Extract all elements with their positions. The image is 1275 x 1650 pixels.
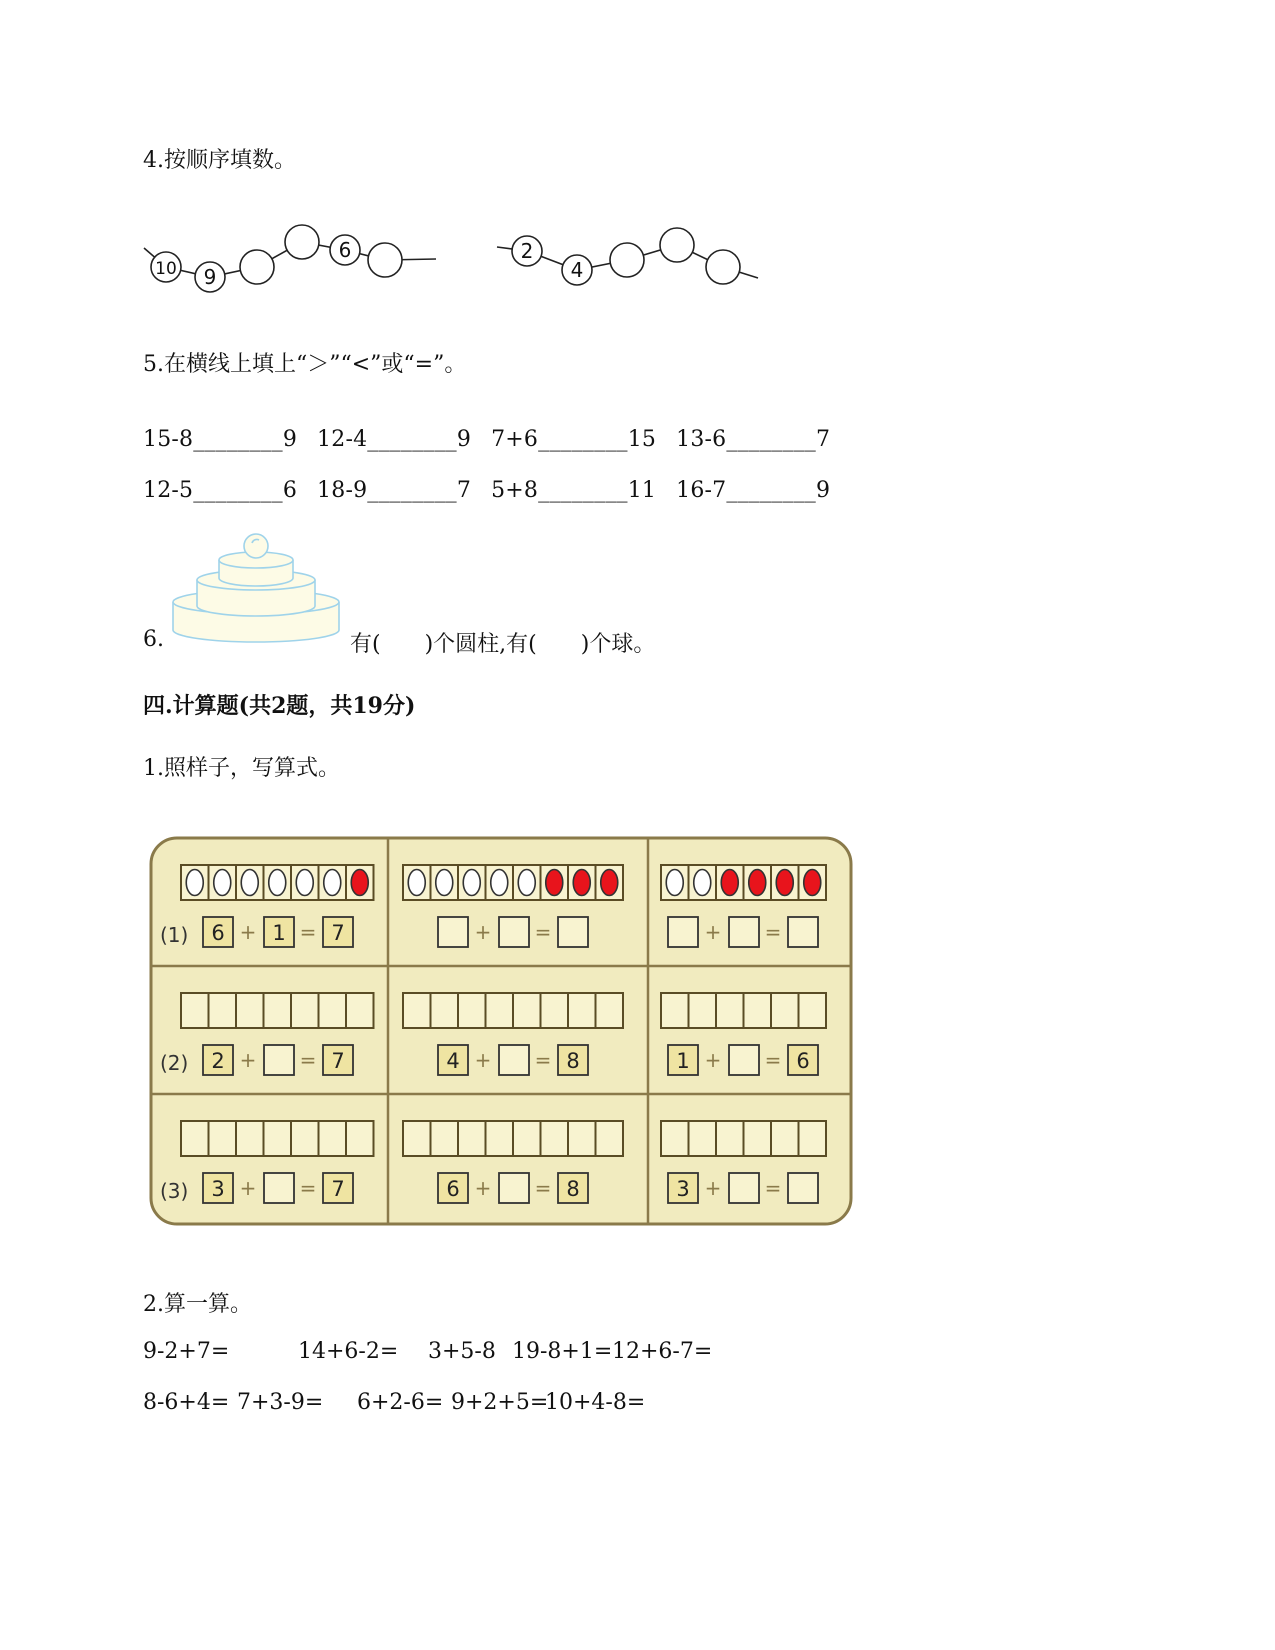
chain-number-circle <box>195 262 225 292</box>
answer-box-blank[interactable] <box>788 917 818 947</box>
white-counter <box>491 870 508 896</box>
number-chain-figure <box>140 215 780 305</box>
answer-box-filled <box>668 1045 698 1075</box>
compare-blank[interactable]: ________ <box>193 478 283 503</box>
compare-value: 11 <box>627 478 657 503</box>
plus-sign: + <box>704 920 722 944</box>
calc2-expr: 9+2+5= <box>451 1390 549 1415</box>
section-heading: 四.计算题(共2题，共19分) <box>143 693 416 719</box>
answer-digit: 3 <box>676 1177 690 1201</box>
red-counter <box>601 870 618 896</box>
compare-value: 7 <box>815 427 831 452</box>
answer-box-blank[interactable] <box>264 1045 294 1075</box>
equals-sign: = <box>764 1176 782 1200</box>
counter-strip <box>181 1121 374 1156</box>
answer-box-blank[interactable] <box>438 917 468 947</box>
calc2-expr: 14+6-2= <box>298 1339 399 1364</box>
answer-digit: 2 <box>211 1049 225 1073</box>
answer-digit: 6 <box>796 1049 810 1073</box>
calc2-expr: 9-2+7= <box>143 1339 230 1364</box>
compare-row-1 <box>143 427 830 452</box>
equals-sign: = <box>534 1048 552 1072</box>
addition-pattern-panel <box>148 835 854 1227</box>
answer-box-filled <box>323 1045 353 1075</box>
plus-sign: + <box>239 1176 257 1200</box>
answer-digit: 3 <box>211 1177 225 1201</box>
compare-blank[interactable]: ________ <box>538 478 628 503</box>
equals-sign: = <box>299 920 317 944</box>
calc1-title: 1.照样子，写算式。 <box>143 756 340 781</box>
chain-blank-circle[interactable] <box>240 250 274 284</box>
q5-title: 5.在横线上填上“＞”“<”或“=”。 <box>143 352 467 377</box>
chain-number: 4 <box>570 258 584 282</box>
equals-sign: = <box>534 1176 552 1200</box>
q6-text: 有( )个圆柱,有( )个球。 <box>350 632 656 657</box>
red-counter <box>721 870 738 896</box>
calc2-expr: 6+2-6= <box>357 1390 444 1415</box>
compare-expr: 13-6 <box>676 427 727 452</box>
answer-box-blank[interactable] <box>788 1173 818 1203</box>
equals-sign: = <box>534 920 552 944</box>
chain-blank-circle[interactable] <box>660 228 694 262</box>
white-counter <box>186 870 203 896</box>
calc2-title: 2.算一算。 <box>143 1292 252 1317</box>
answer-box-blank[interactable] <box>729 1045 759 1075</box>
chain-number-circle <box>562 255 592 285</box>
plus-sign: + <box>704 1048 722 1072</box>
chain-number-circle <box>330 235 360 265</box>
compare-value: 9 <box>456 427 472 452</box>
answer-box-blank[interactable] <box>499 1173 529 1203</box>
compare-value: 15 <box>627 427 657 452</box>
answer-box-filled <box>558 1045 588 1075</box>
red-counter <box>351 870 368 896</box>
white-counter <box>241 870 258 896</box>
plus-sign: + <box>474 1048 492 1072</box>
calc2-expr: 8-6+4= <box>143 1390 230 1415</box>
answer-box-blank[interactable] <box>499 1045 529 1075</box>
calc2-expr: 10+4-8= <box>545 1390 646 1415</box>
ball <box>244 534 268 558</box>
plus-sign: + <box>239 920 257 944</box>
answer-box-blank[interactable] <box>729 917 759 947</box>
plus-sign: + <box>474 920 492 944</box>
q4-title: 4.按顺序填数。 <box>143 148 296 173</box>
compare-value: 7 <box>456 478 472 503</box>
compare-value: 6 <box>282 478 298 503</box>
red-counter <box>546 870 563 896</box>
chain-number: 6 <box>338 238 352 262</box>
compare-expr: 15-8 <box>143 427 194 452</box>
compare-blank[interactable]: ________ <box>193 427 283 452</box>
compare-expr: 12-4 <box>317 427 368 452</box>
answer-digit: 6 <box>211 921 225 945</box>
answer-digit: 7 <box>331 1177 345 1201</box>
answer-box-blank[interactable] <box>668 917 698 947</box>
white-counter <box>324 870 341 896</box>
red-counter <box>749 870 766 896</box>
chain-blank-circle[interactable] <box>610 243 644 277</box>
red-counter <box>573 870 590 896</box>
answer-box-blank[interactable] <box>558 917 588 947</box>
plus-sign: + <box>474 1176 492 1200</box>
answer-digit: 7 <box>331 921 345 945</box>
answer-box-filled <box>264 917 294 947</box>
red-counter <box>804 870 821 896</box>
compare-blank[interactable]: ________ <box>726 478 816 503</box>
answer-box-filled <box>323 1173 353 1203</box>
calc2-expr: 12+6-7= <box>612 1339 713 1364</box>
answer-box-filled <box>558 1173 588 1203</box>
equals-sign: = <box>299 1048 317 1072</box>
stacked-cylinders-figure <box>168 530 348 648</box>
compare-blank[interactable]: ________ <box>538 427 628 452</box>
compare-expr: 18-9 <box>317 478 368 503</box>
row-label: (3) <box>160 1179 189 1203</box>
compare-blank[interactable]: ________ <box>367 427 457 452</box>
answer-box-blank[interactable] <box>264 1173 294 1203</box>
answer-digit: 8 <box>566 1177 580 1201</box>
plus-sign: + <box>704 1176 722 1200</box>
answer-box-filled <box>438 1045 468 1075</box>
equals-sign: = <box>764 920 782 944</box>
chain-blank-circle[interactable] <box>285 225 319 259</box>
chain-number-circle <box>512 236 542 266</box>
answer-box-filled <box>788 1045 818 1075</box>
white-counter <box>518 870 535 896</box>
white-counter <box>269 870 286 896</box>
compare-expr: 5+8 <box>491 478 539 503</box>
chain-number: 9 <box>203 265 217 289</box>
calc2-expr: 3+5-8 <box>428 1339 496 1364</box>
compare-blank[interactable]: ________ <box>726 427 816 452</box>
compare-expr: 12-5 <box>143 478 194 503</box>
answer-digit: 8 <box>566 1049 580 1073</box>
white-counter <box>436 870 453 896</box>
answer-box-filled <box>203 1045 233 1075</box>
white-counter <box>694 870 711 896</box>
answer-box-filled <box>323 917 353 947</box>
answer-digit: 1 <box>272 921 286 945</box>
answer-box-filled <box>203 917 233 947</box>
answer-box-blank[interactable] <box>729 1173 759 1203</box>
chain-number: 10 <box>155 259 177 279</box>
chain-blank-circle[interactable] <box>706 250 740 284</box>
answer-box-filled <box>668 1173 698 1203</box>
white-counter <box>408 870 425 896</box>
compare-expr: 7+6 <box>491 427 539 452</box>
q6-number: 6. <box>143 627 164 652</box>
calc2-expr: 19-8+1= <box>512 1339 613 1364</box>
chain-blank-circle[interactable] <box>368 243 402 277</box>
white-counter <box>666 870 683 896</box>
answer-box-filled <box>203 1173 233 1203</box>
chain-number: 2 <box>520 239 534 263</box>
row-label: (2) <box>160 1051 189 1075</box>
compare-value: 9 <box>282 427 298 452</box>
answer-digit: 1 <box>676 1049 690 1073</box>
white-counter <box>214 870 231 896</box>
chain-number-circle <box>151 252 181 282</box>
answer-digit: 7 <box>331 1049 345 1073</box>
compare-value: 9 <box>815 478 831 503</box>
plus-sign: + <box>239 1048 257 1072</box>
answer-box-filled <box>438 1173 468 1203</box>
compare-blank[interactable]: ________ <box>367 478 457 503</box>
equals-sign: = <box>299 1176 317 1200</box>
answer-box-blank[interactable] <box>499 917 529 947</box>
white-counter <box>296 870 313 896</box>
answer-digit: 6 <box>446 1177 460 1201</box>
equals-sign: = <box>764 1048 782 1072</box>
calc2-expr: 7+3-9= <box>237 1390 324 1415</box>
white-counter <box>463 870 480 896</box>
row-label: (1) <box>160 923 189 947</box>
compare-row-2 <box>143 478 830 503</box>
counter-strip <box>181 993 374 1028</box>
compare-expr: 16-7 <box>676 478 727 503</box>
answer-digit: 4 <box>446 1049 460 1073</box>
red-counter <box>776 870 793 896</box>
